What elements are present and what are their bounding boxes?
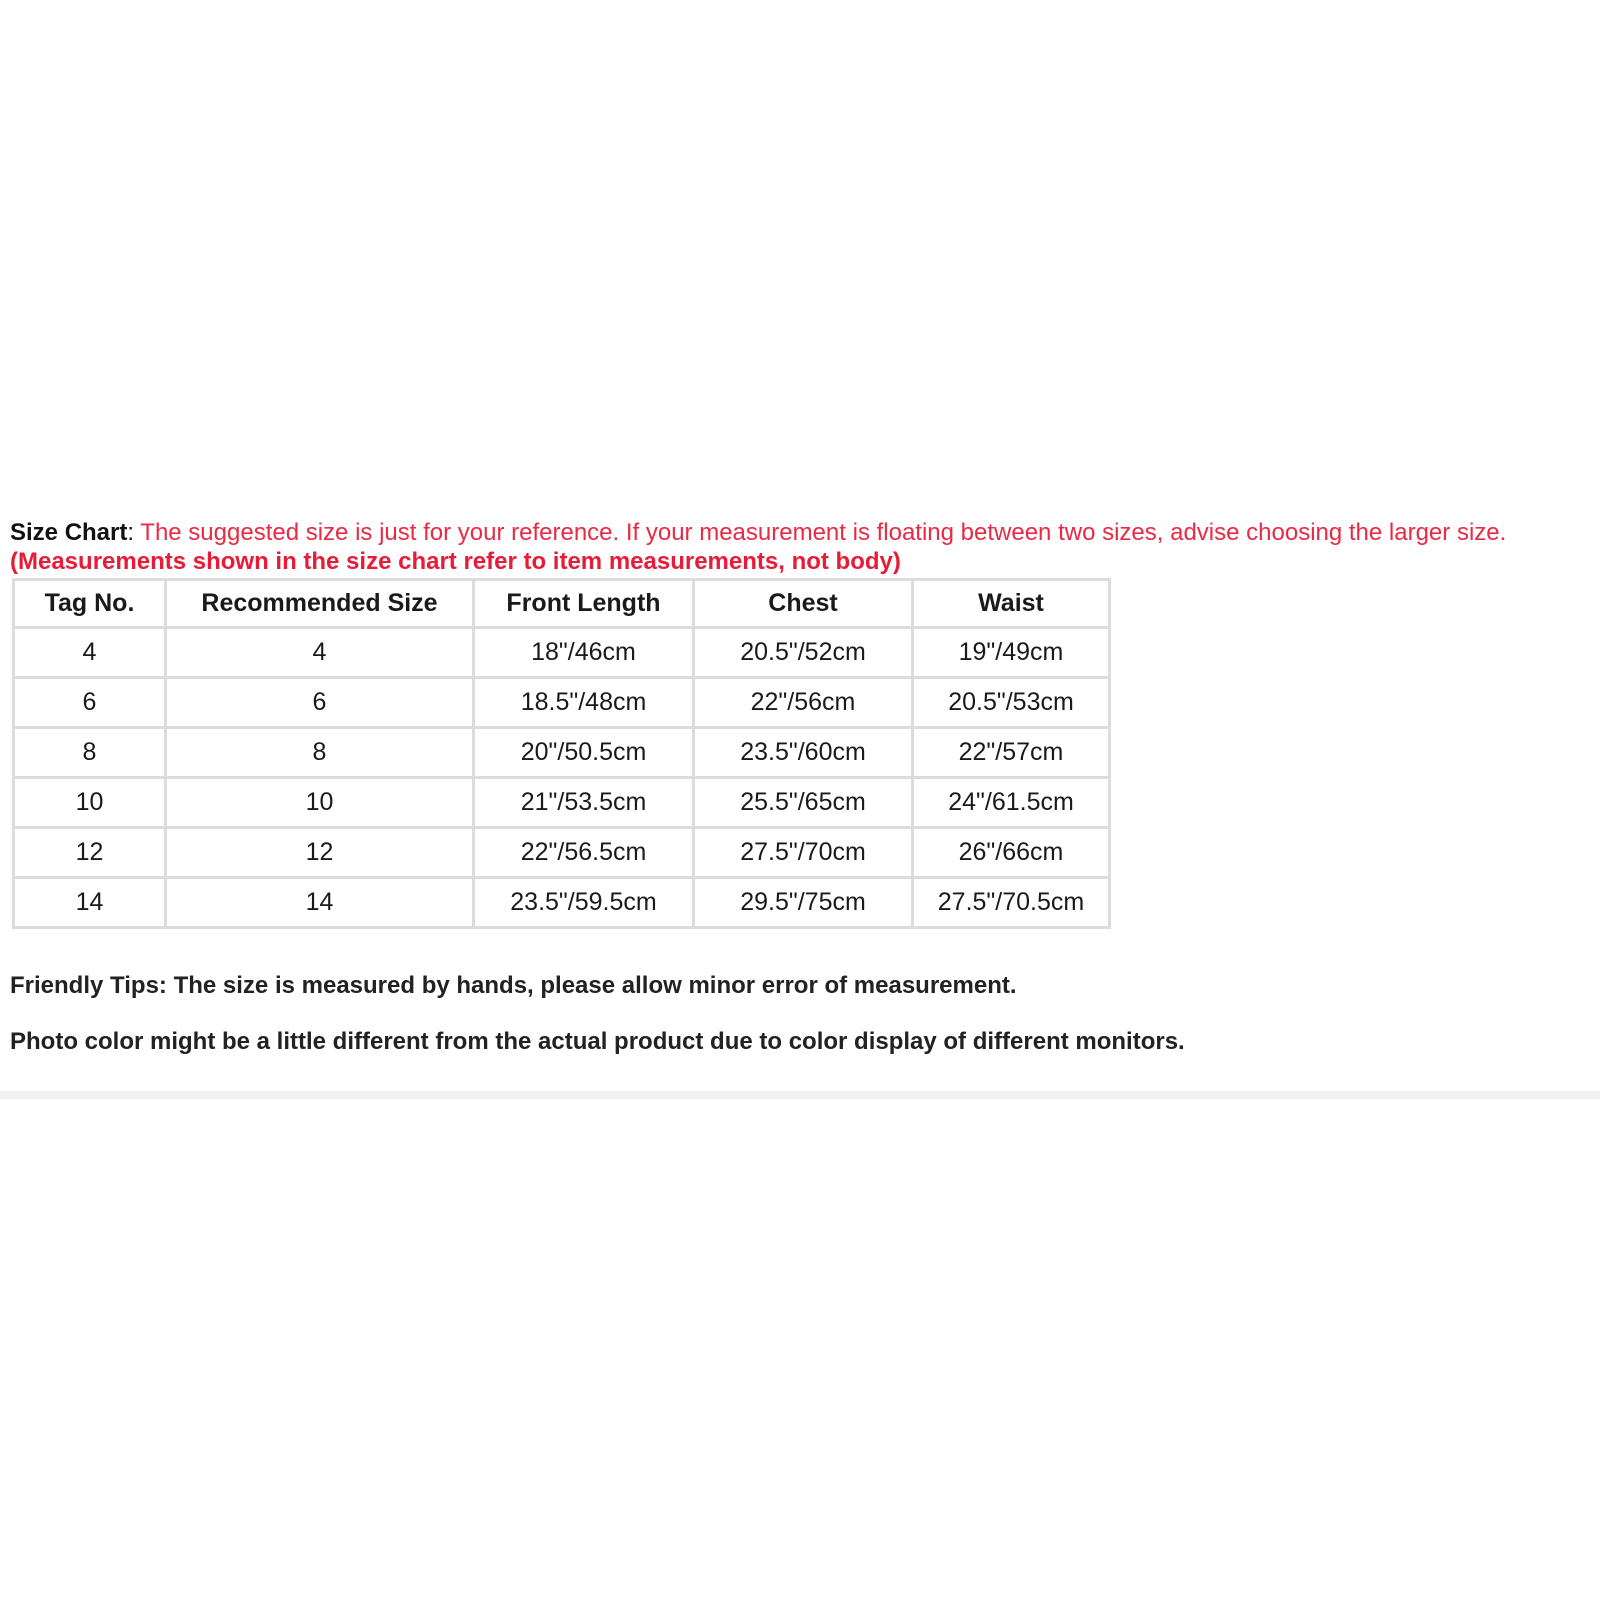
cell-waist: 22"/57cm [913, 728, 1110, 778]
table-row [14, 878, 1110, 928]
table-header-row [14, 580, 1110, 628]
table-row [14, 778, 1110, 828]
header-chest: Chest [694, 580, 913, 628]
cell-tag-no: 10 [14, 778, 166, 828]
measurement-note: (Measurements shown in the size chart refer to item measurements, not body) [10, 548, 901, 575]
cell-front-length: 18"/46cm [474, 628, 694, 678]
cell-recommended-size: 14 [166, 878, 474, 928]
photo-color-disclaimer: Photo color might be a little different from the actual product due to color display of different monitors. [10, 1028, 1185, 1055]
cell-tag-no: 6 [14, 678, 166, 728]
size-chart-intro [10, 518, 1595, 548]
section-divider [0, 1091, 1600, 1099]
header-waist: Waist [913, 580, 1110, 628]
header-tag-no: Tag No. [14, 580, 166, 628]
friendly-tips: Friendly Tips: The size is measured by hands, please allow minor error of measurement. [10, 972, 1017, 999]
cell-waist: 19"/49cm [913, 628, 1110, 678]
size-chart-section [10, 518, 1595, 1057]
cell-front-length: 22"/56.5cm [474, 828, 694, 878]
cell-chest: 20.5"/52cm [694, 628, 913, 678]
cell-tag-no: 12 [14, 828, 166, 878]
cell-waist: 27.5"/70.5cm [913, 878, 1110, 928]
cell-waist: 20.5"/53cm [913, 678, 1110, 728]
cell-recommended-size: 4 [166, 628, 474, 678]
cell-waist: 26"/66cm [913, 828, 1110, 878]
cell-tag-no: 8 [14, 728, 166, 778]
size-chart-label: Size Chart [10, 519, 128, 546]
table-row [14, 828, 1110, 878]
table-row [14, 628, 1110, 678]
cell-front-length: 18.5"/48cm [474, 678, 694, 728]
cell-waist: 24"/61.5cm [913, 778, 1110, 828]
header-front-length: Front Length [474, 580, 694, 628]
cell-chest: 29.5"/75cm [694, 878, 913, 928]
cell-tag-no: 4 [14, 628, 166, 678]
cell-front-length: 21"/53.5cm [474, 778, 694, 828]
size-table [12, 578, 1111, 929]
cell-tag-no: 14 [14, 878, 166, 928]
cell-chest: 22"/56cm [694, 678, 913, 728]
table-row [14, 678, 1110, 728]
cell-recommended-size: 8 [166, 728, 474, 778]
cell-chest: 25.5"/65cm [694, 778, 913, 828]
size-chart-colon: : [127, 519, 135, 546]
header-recommended-size: Recommended Size [166, 580, 474, 628]
cell-front-length: 23.5"/59.5cm [474, 878, 694, 928]
size-chart-suggestion: The suggested size is just for your reference. If your measurement is floating between two sizes, advise choosing the larger size. [134, 519, 1507, 546]
cell-chest: 27.5"/70cm [694, 828, 913, 878]
cell-recommended-size: 6 [166, 678, 474, 728]
cell-recommended-size: 12 [166, 828, 474, 878]
table-row [14, 728, 1110, 778]
cell-chest: 23.5"/60cm [694, 728, 913, 778]
cell-recommended-size: 10 [166, 778, 474, 828]
cell-front-length: 20"/50.5cm [474, 728, 694, 778]
